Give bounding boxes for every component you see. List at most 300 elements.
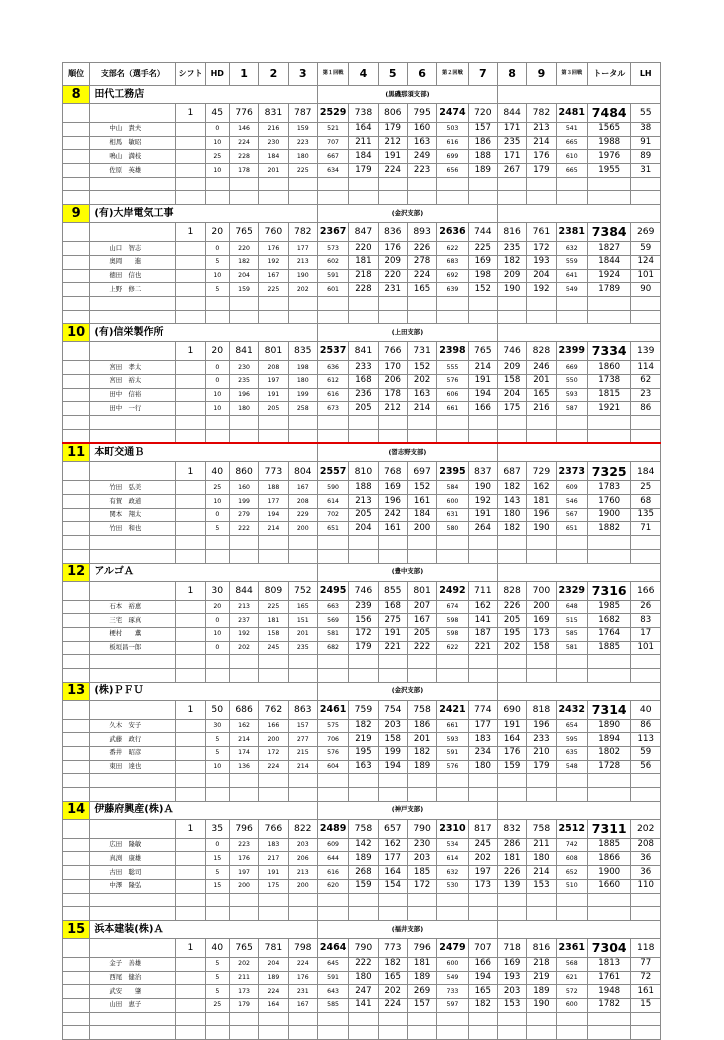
blank-cell [176,429,205,443]
blank-cell [556,668,587,682]
player-r2: 598 [437,627,468,641]
player-row [63,164,661,178]
summary-r2: 2636 [437,223,468,242]
player-shift-empty [176,283,205,297]
player-r3: 595 [556,733,587,747]
blank-cell [205,655,229,669]
player-g1: 159 [229,283,258,297]
player-g8: 180 [497,508,526,522]
blank-cell [631,310,661,324]
player-rank-empty [63,481,90,495]
player-g9: 204 [527,269,556,283]
blank-cell [205,310,229,324]
blank-cell [90,549,176,563]
player-lh: 83 [631,614,661,628]
blank-cell [349,893,378,907]
player-g4: 268 [349,866,378,880]
blank-cell [556,191,587,205]
blank-cell [205,788,229,802]
team-name: 田代工務店 [90,86,318,104]
summary-g7: 707 [468,938,497,957]
player-row [63,522,661,536]
summary-g3: 804 [288,462,317,481]
summary-g2: 781 [259,938,288,957]
blank-cell [259,429,288,443]
summary-r1: 2489 [317,819,348,838]
player-name: 広田 隆敏 [90,838,176,852]
team-branch: (金沢支部) [317,682,497,700]
team-header-row [63,563,661,581]
summary-g9: 782 [527,104,556,123]
blank-cell [259,774,288,788]
player-lh: 101 [631,641,661,655]
player-r2: 699 [437,150,468,164]
summary-shift: 1 [176,938,205,957]
player-g7: 191 [468,374,497,388]
player-g9: 169 [527,614,556,628]
summary-g5: 855 [378,581,407,600]
player-g9: 214 [527,136,556,150]
summary-hd: 40 [205,462,229,481]
player-r1: 585 [317,998,348,1012]
blank-cell [437,191,468,205]
player-hd: 10 [205,627,229,641]
player-shift-empty [176,838,205,852]
player-g5: 177 [378,852,407,866]
player-r2: 632 [437,866,468,880]
player-g5: 209 [378,255,407,269]
blank-cell [631,549,661,563]
blank-cell [317,1026,348,1040]
summary-hd: 20 [205,342,229,361]
summary-r3: 2329 [556,581,587,600]
summary-g7: 720 [468,104,497,123]
blank-cell [437,549,468,563]
blank-cell [587,177,631,191]
team-header-row [63,443,661,462]
player-row [63,760,661,774]
team-rank: 10 [63,324,90,342]
player-g8: 286 [497,838,526,852]
summary-empty [63,223,90,242]
player-total: 1660 [587,879,631,893]
blank-cell [468,668,497,682]
player-g1: 214 [229,733,258,747]
player-hd: 0 [205,641,229,655]
blank-cell [468,774,497,788]
summary-g8: 816 [497,223,526,242]
player-g8: 209 [497,361,526,375]
player-r2: 622 [437,641,468,655]
blank-cell [259,177,288,191]
summary-r2: 2398 [437,342,468,361]
player-r1: 702 [317,508,348,522]
player-g8: 176 [497,747,526,761]
player-g9: 180 [527,852,556,866]
blank-cell [288,893,317,907]
player-g5: 161 [378,522,407,536]
blank-cell [229,310,258,324]
blank-cell [90,774,176,788]
player-r3: 742 [556,838,587,852]
player-r3: 665 [556,136,587,150]
summary-g5: 806 [378,104,407,123]
blank-cell [176,668,205,682]
blank-cell [259,549,288,563]
player-total: 1988 [587,136,631,150]
player-name: 武藤 政行 [90,733,176,747]
blank-cell [259,191,288,205]
player-g4: 141 [349,998,378,1012]
header-game-6: 6 [407,63,436,86]
player-g8: 171 [497,150,526,164]
blank-cell [288,1026,317,1040]
player-shift-empty [176,719,205,733]
team-header-filler [497,563,660,581]
blank-row [63,907,661,921]
blank-row [63,429,661,443]
player-shift-empty [176,481,205,495]
player-g6: 230 [407,838,436,852]
player-hd: 25 [205,150,229,164]
player-row [63,150,661,164]
blank-cell [205,177,229,191]
summary-r1: 2461 [317,700,348,719]
summary-r1: 2557 [317,462,348,481]
player-r1: 651 [317,522,348,536]
blank-cell [587,788,631,802]
blank-cell [527,536,556,550]
summary-g8: 832 [497,819,526,838]
player-g6: 172 [407,879,436,893]
player-row [63,388,661,402]
summary-g5: 773 [378,938,407,957]
player-row [63,879,661,893]
blank-cell [317,655,348,669]
player-g6: 152 [407,481,436,495]
player-lh: 86 [631,719,661,733]
blank-cell [631,1026,661,1040]
player-g6: 205 [407,627,436,641]
player-g2: 184 [259,150,288,164]
player-g5: 158 [378,733,407,747]
blank-cell [288,774,317,788]
player-hd: 5 [205,971,229,985]
player-g6: 184 [407,508,436,522]
team-branch: (上田支部) [317,324,497,342]
player-name: 番井 昭彦 [90,747,176,761]
player-lh: 36 [631,852,661,866]
summary-g4: 758 [349,819,378,838]
player-total: 1860 [587,361,631,375]
player-g5: 231 [378,283,407,297]
standings-table [62,62,661,1040]
summary-g7: 774 [468,700,497,719]
player-shift-empty [176,150,205,164]
player-g4: 239 [349,600,378,614]
summary-g6: 796 [407,938,436,957]
header-hd: HD [205,63,229,86]
player-g3: 177 [288,242,317,256]
summary-g7: 711 [468,581,497,600]
player-g2: 164 [259,998,288,1012]
blank-cell [288,296,317,310]
player-row [63,866,661,880]
summary-r3: 2373 [556,462,587,481]
player-g5: 191 [378,150,407,164]
player-r2: 598 [437,614,468,628]
blank-cell [63,177,90,191]
blank-cell [176,191,205,205]
player-g3: 198 [288,361,317,375]
blank-cell [556,310,587,324]
player-hd: 15 [205,879,229,893]
player-g7: 189 [468,164,497,178]
team-summary-row [63,819,661,838]
player-lh: 101 [631,269,661,283]
team-name: (有)大岸電気工事 [90,205,318,223]
player-hd: 0 [205,508,229,522]
player-g1: 213 [229,600,258,614]
player-rank-empty [63,600,90,614]
player-g5: 242 [378,508,407,522]
blank-cell [176,655,205,669]
blank-cell [63,788,90,802]
summary-hd: 35 [205,819,229,838]
player-r1: 609 [317,838,348,852]
summary-g3: 752 [288,581,317,600]
summary-shift: 1 [176,581,205,600]
player-g6: 226 [407,242,436,256]
player-name: 三宅 琢真 [90,614,176,628]
player-g1: 211 [229,971,258,985]
blank-cell [229,296,258,310]
player-g6: 160 [407,123,436,137]
blank-cell [349,416,378,430]
blank-cell [527,191,556,205]
blank-cell [468,536,497,550]
summary-empty [63,342,90,361]
player-total: 1782 [587,998,631,1012]
summary-empty [63,938,90,957]
player-r2: 733 [437,985,468,999]
player-g6: 202 [407,374,436,388]
player-total: 1802 [587,747,631,761]
player-lh: 86 [631,402,661,416]
player-hd: 20 [205,600,229,614]
blank-cell [587,1026,631,1040]
summary-lh: 118 [631,938,661,957]
blank-cell [497,1026,526,1040]
blank-cell [407,668,436,682]
player-rank-empty [63,627,90,641]
player-row [63,242,661,256]
blank-cell [437,536,468,550]
player-g4: 180 [349,971,378,985]
player-g7: 177 [468,719,497,733]
summary-g1: 841 [229,342,258,361]
player-shift-empty [176,733,205,747]
player-g3: 200 [288,522,317,536]
team-summary-row [63,342,661,361]
player-g9: 196 [527,719,556,733]
blank-cell [556,536,587,550]
player-lh: 91 [631,136,661,150]
player-r2: 549 [437,971,468,985]
player-g3: 151 [288,614,317,628]
player-hd: 10 [205,136,229,150]
summary-g4: 847 [349,223,378,242]
player-g4: 218 [349,269,378,283]
blank-cell [407,1026,436,1040]
header-rank: 順位 [63,63,90,86]
player-r1: 663 [317,600,348,614]
player-g9: 214 [527,866,556,880]
team-branch: (習志野支部) [317,443,497,462]
summary-g6: 790 [407,819,436,838]
player-row [63,641,661,655]
player-g6: 182 [407,747,436,761]
player-shift-empty [176,614,205,628]
player-total: 1882 [587,522,631,536]
player-g8: 226 [497,600,526,614]
player-shift-empty [176,136,205,150]
player-rank-empty [63,998,90,1012]
blank-cell [587,536,631,550]
blank-cell [378,416,407,430]
blank-cell [90,668,176,682]
blank-cell [556,429,587,443]
header-game-2: 2 [259,63,288,86]
blank-cell [205,893,229,907]
player-g3: 165 [288,600,317,614]
summary-g3: 798 [288,938,317,957]
player-lh: 38 [631,123,661,137]
player-lh: 17 [631,627,661,641]
player-rank-empty [63,614,90,628]
player-hd: 5 [205,985,229,999]
player-g2: 205 [259,402,288,416]
player-row [63,374,661,388]
player-g4: 184 [349,150,378,164]
blank-cell [90,191,176,205]
blank-cell [527,774,556,788]
blank-cell [176,177,205,191]
blank-cell [349,1026,378,1040]
blank-cell [468,549,497,563]
blank-cell [90,893,176,907]
player-r1: 581 [317,627,348,641]
player-g3: 258 [288,402,317,416]
player-g8: 169 [497,957,526,971]
blank-cell [378,668,407,682]
player-g1: 146 [229,123,258,137]
team-summary-row [63,700,661,719]
blank-cell [288,191,317,205]
player-g4: 195 [349,747,378,761]
player-shift-empty [176,522,205,536]
player-g3: 167 [288,481,317,495]
blank-cell [317,668,348,682]
summary-r3: 2399 [556,342,587,361]
blank-cell [229,774,258,788]
blank-cell [63,668,90,682]
blank-cell [63,893,90,907]
blank-cell [176,774,205,788]
player-total: 1885 [587,641,631,655]
player-g3: 202 [288,283,317,297]
player-row [63,402,661,416]
player-r1: 614 [317,495,348,509]
player-g1: 197 [229,866,258,880]
blank-row [63,310,661,324]
blank-cell [468,893,497,907]
blank-row [63,1026,661,1040]
player-g9: 201 [527,374,556,388]
player-row [63,255,661,269]
player-name: 板垣昌一郎 [90,641,176,655]
summary-g6: 758 [407,700,436,719]
player-g1: 222 [229,522,258,536]
player-shift-empty [176,879,205,893]
player-r2: 674 [437,600,468,614]
player-r2: 597 [437,998,468,1012]
player-g8: 182 [497,522,526,536]
player-hd: 0 [205,242,229,256]
player-shift-empty [176,641,205,655]
player-g1: 196 [229,388,258,402]
summary-g1: 765 [229,938,258,957]
player-hd: 25 [205,481,229,495]
team-header-filler [497,324,660,342]
player-g2: 214 [259,522,288,536]
player-row [63,719,661,733]
player-lh: 68 [631,495,661,509]
player-g7: 152 [468,283,497,297]
player-g8: 190 [497,283,526,297]
player-g2: 181 [259,614,288,628]
blank-cell [468,907,497,921]
blank-cell [527,893,556,907]
player-g5: 224 [378,164,407,178]
summary-g4: 759 [349,700,378,719]
summary-g9: 729 [527,462,556,481]
summary-g1: 844 [229,581,258,600]
player-hd: 10 [205,760,229,774]
player-name: 宮田 孝太 [90,361,176,375]
player-name: 武安 肇 [90,985,176,999]
blank-cell [587,310,631,324]
blank-cell [468,788,497,802]
player-shift-empty [176,508,205,522]
player-g3: 206 [288,852,317,866]
summary-total: 7304 [587,938,631,957]
player-g1: 279 [229,508,258,522]
blank-cell [259,536,288,550]
player-g2: 191 [259,388,288,402]
player-hd: 0 [205,361,229,375]
player-g7: 166 [468,957,497,971]
player-g5: 202 [378,985,407,999]
blank-cell [317,536,348,550]
blank-cell [259,893,288,907]
team-rank: 14 [63,801,90,819]
summary-g1: 796 [229,819,258,838]
player-g3: 190 [288,269,317,283]
blank-cell [527,549,556,563]
player-g3: 200 [288,879,317,893]
team-rank: 11 [63,443,90,462]
